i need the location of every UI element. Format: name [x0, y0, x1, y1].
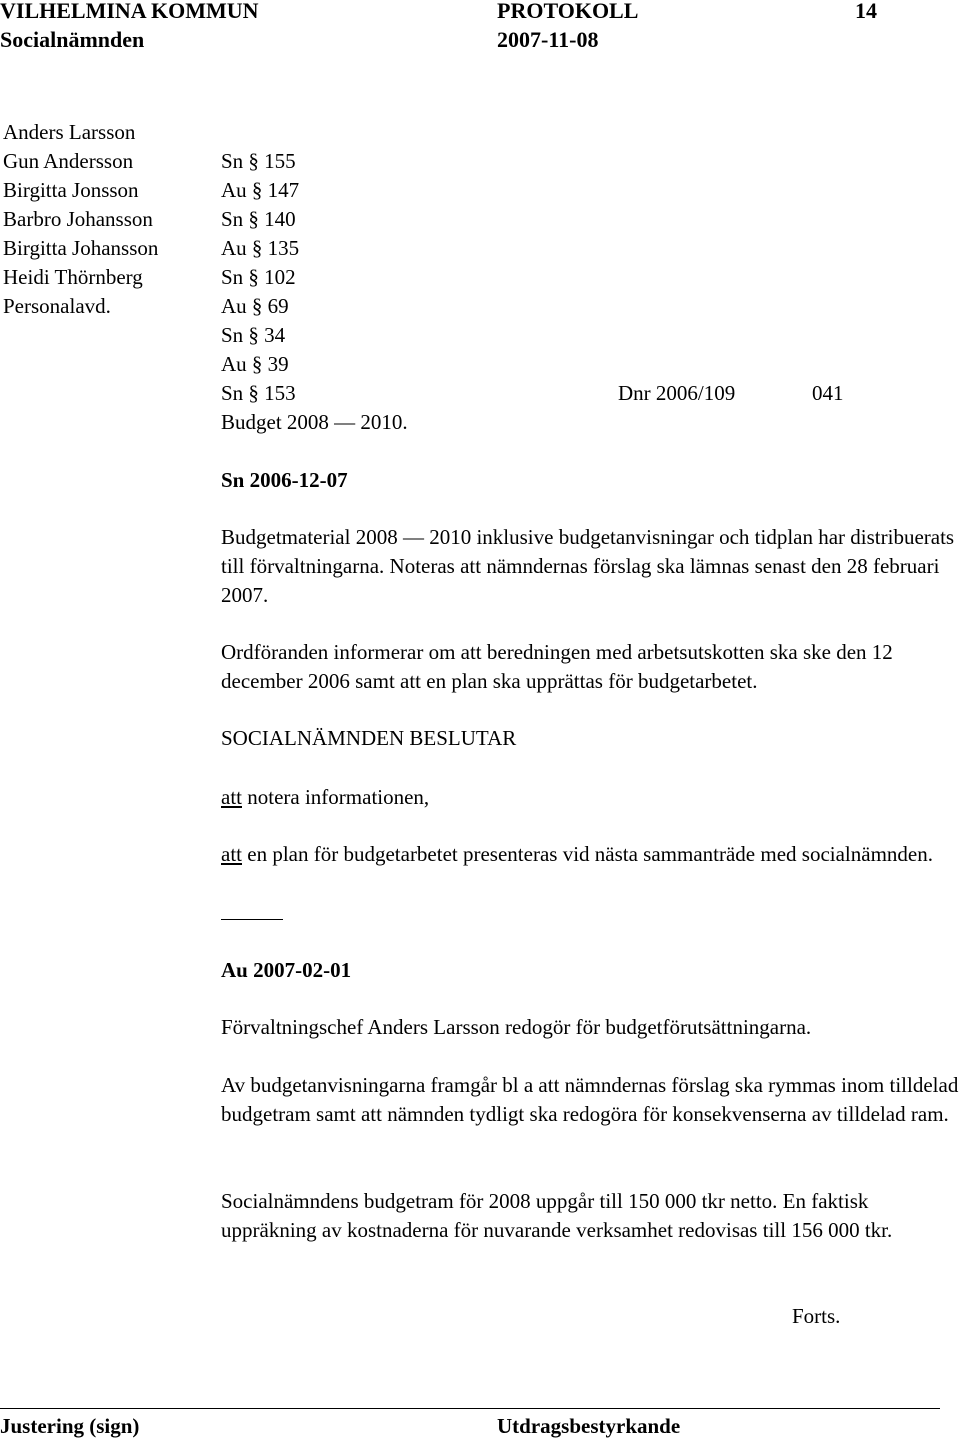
paragraph-ref: Sn § 153 — [221, 381, 296, 405]
att-keyword: att — [221, 785, 242, 809]
paragraph: Ordföranden informerar om att beredningen med arbetsutskotten ska ske den 12 december 2006 samt att en plan ska upprättas för budgetarbetet. — [221, 640, 893, 693]
signature-line — [0, 1408, 940, 1409]
paragraph: Budgetmaterial 2008 — 2010 inklusive budgetanvisningar och tidplan har distribuerats till förvaltningarna. Noteras att nämndernas förslag ska lämnas senast den 28 februari 2007. — [221, 525, 955, 607]
recipient-name: Personalavd. — [3, 294, 111, 318]
paragraph: Socialnämndens budgetram för 2008 uppgår till 150 000 tkr netto. En faktisk uppräkning av kostnaderna för nuvarande verksamhet redovisas till 156 000 tkr. — [221, 1189, 893, 1242]
meeting-date: 2007-11-08 — [497, 27, 599, 52]
decision-text: en plan för budgetarbetet presenteras vid nästa sammanträde med socialnämnden. — [242, 842, 933, 866]
recipient-name: Barbro Johansson — [3, 207, 153, 231]
recipient-ref: Au § 69 — [221, 294, 289, 318]
recipient-ref: Au § 39 — [221, 352, 289, 376]
att-keyword: att — [221, 842, 242, 866]
footer-justering: Justering (sign) — [0, 1414, 140, 1438]
paragraph: Förvaltningschef Anders Larsson redogör för budgetförutsättningarna. — [221, 1015, 812, 1039]
footer-utdragsbestyrkande: Utdragsbestyrkande — [497, 1414, 681, 1438]
recipient-ref: Sn § 34 — [221, 323, 286, 347]
paragraph: Av budgetanvisningarna framgår bl a att nämndernas förslag ska rymmas inom tilldelad budgetram samt att nämnden tydligt ska redogöra för konsekvenserna av tilldelad ram. — [221, 1073, 959, 1126]
recipient-name: Birgitta Jonsson — [3, 178, 139, 202]
decision-text: notera informationen, — [242, 785, 430, 809]
recipient-ref: Sn § 155 — [221, 149, 296, 173]
subject-title: Budget 2008 — 2010. — [221, 410, 408, 434]
recipient-name: Anders Larsson — [3, 120, 136, 144]
diary-number: Dnr 2006/109 — [618, 381, 736, 405]
section-heading: Sn 2006-12-07 — [221, 468, 348, 492]
diary-code: 041 — [812, 381, 844, 405]
recipient-name: Gun Andersson — [3, 149, 134, 173]
org-name: VILHELMINA KOMMUN — [0, 0, 259, 23]
recipient-ref: Sn § 102 — [221, 265, 296, 289]
decision-item — [221, 840, 960, 869]
document-type: PROTOKOLL — [497, 0, 639, 23]
recipient-ref: Au § 147 — [221, 178, 300, 202]
recipient-ref: Au § 135 — [221, 236, 300, 260]
decision-heading: SOCIALNÄMNDEN BESLUTAR — [221, 726, 517, 750]
recipient-name: Heidi Thörnberg — [3, 265, 143, 289]
recipient-name: Birgitta Johansson — [3, 236, 159, 260]
section-heading: Au 2007-02-01 — [221, 958, 352, 982]
recipient-ref: Sn § 140 — [221, 207, 296, 231]
page-number: 14 — [855, 0, 877, 23]
continuation-note: Forts. — [792, 1304, 841, 1328]
committee-name: Socialnämnden — [0, 27, 145, 52]
decision-item — [221, 783, 960, 812]
section-divider — [221, 919, 283, 920]
